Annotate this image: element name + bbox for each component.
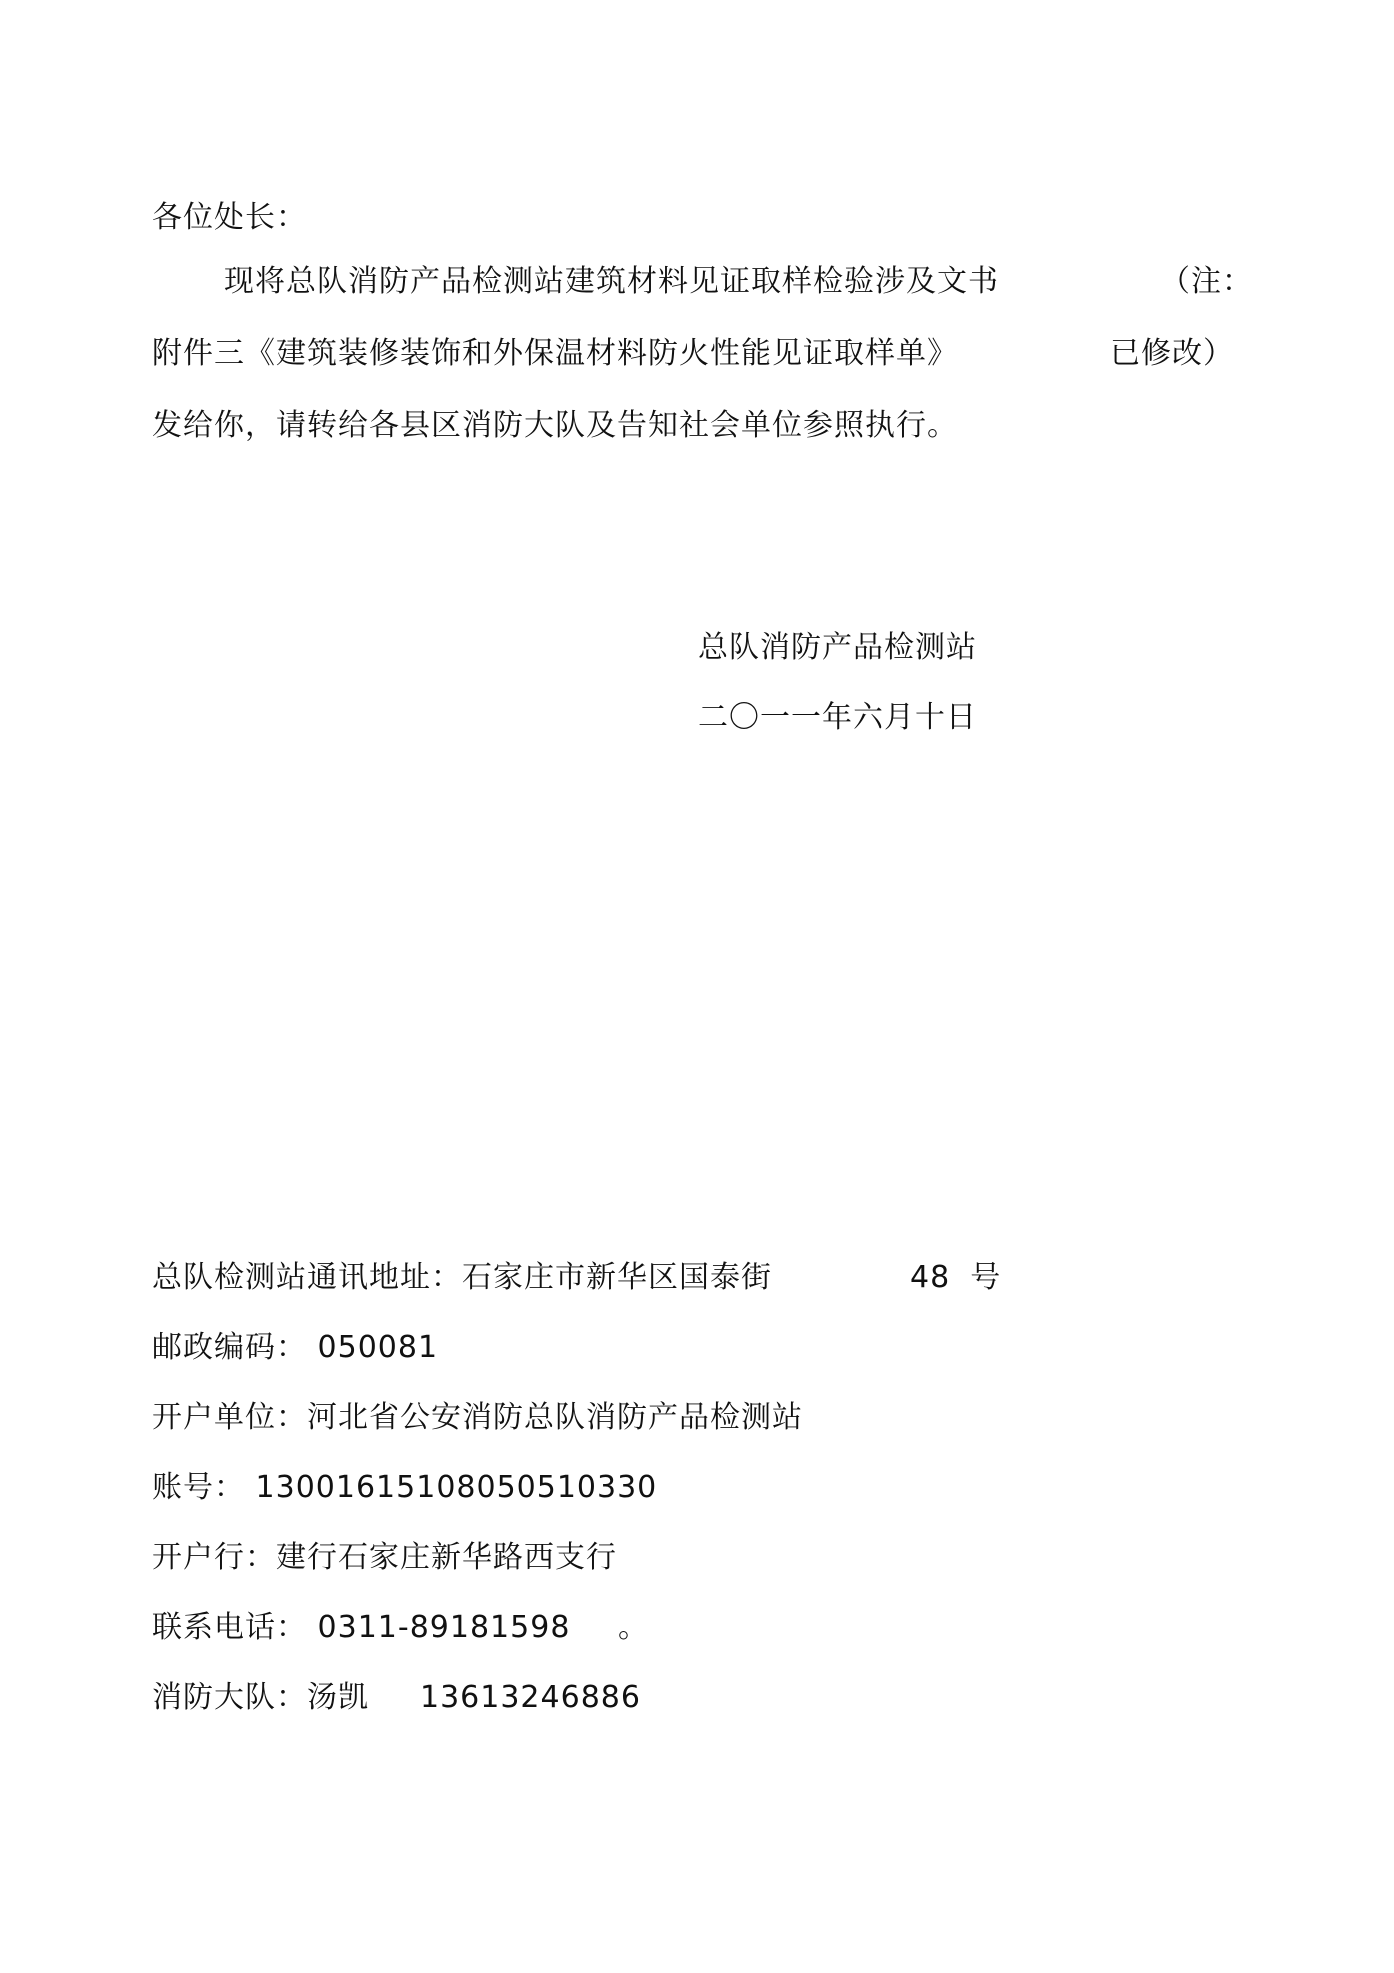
address-label: 总队检测站通讯地址：石家庄市新华区国泰街 [152, 1260, 772, 1295]
body-line-2-end: 已修改） [1110, 336, 1234, 371]
account-number: 账号： 13001615108050510330 [152, 1470, 658, 1505]
signature-date: 二〇一一年六月十日 [698, 700, 977, 735]
address-suffix: 号 [970, 1260, 1002, 1295]
bank: 开户行：建行石家庄新华路西支行 [152, 1540, 617, 1575]
postcode: 邮政编码： 050081 [152, 1330, 439, 1365]
brigade-phone: 13613246886 [420, 1680, 641, 1715]
body-line-3: 发给你，请转给各县区消防大队及告知社会单位参照执行。 [152, 408, 958, 443]
body-line-2-main: 附件三《建筑装修装饰和外保温材料防火性能见证取样单》 [152, 336, 958, 371]
address-line [152, 1258, 772, 1298]
phone-end: 。 [618, 1610, 649, 1645]
account-holder: 开户单位：河北省公安消防总队消防产品检测站 [152, 1400, 803, 1435]
body-line-1-main: 现将总队消防产品检测站建筑材料见证取样检验涉及文书 [224, 264, 999, 299]
body-line-1-note: （注： [1160, 264, 1253, 299]
address-number-line [910, 1258, 1001, 1298]
brigade-label: 消防大队：汤凯 [152, 1680, 369, 1715]
body-line-1 [224, 262, 999, 302]
phone: 联系电话： 0311-89181598 [152, 1610, 571, 1645]
address-number: 48 [910, 1260, 951, 1295]
signature-organization: 总队消防产品检测站 [698, 630, 977, 665]
salutation: 各位处长： [152, 200, 307, 235]
